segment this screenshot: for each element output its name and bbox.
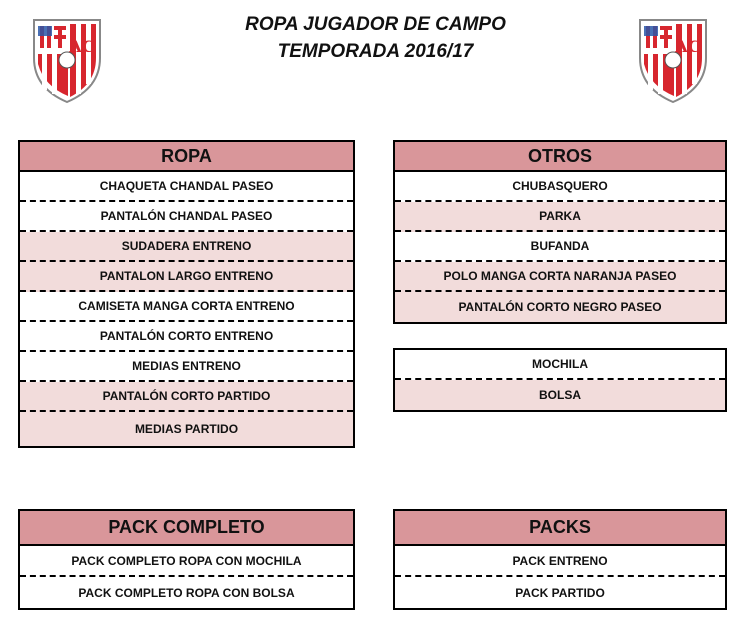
otros-item: PARKA (395, 202, 725, 232)
pack-completo-table (18, 509, 355, 610)
packs-item: PACK PARTIDO (395, 577, 725, 608)
pack-completo-header: PACK COMPLETO (20, 511, 353, 546)
crest-letters: AC (675, 37, 701, 56)
pack-completo-item: PACK COMPLETO ROPA CON MOCHILA (20, 546, 353, 577)
bags-item: BOLSA (395, 380, 725, 410)
pack-completo-item: PACK COMPLETO ROPA CON BOLSA (20, 577, 353, 608)
ropa-item: SUDADERA ENTRENO (20, 232, 353, 262)
ropa-item: MEDIAS PARTIDO (20, 412, 353, 446)
crest-letters: AC (69, 37, 95, 56)
ropa-item: CAMISETA MANGA CORTA ENTRENO (20, 292, 353, 322)
ropa-item: PANTALÓN CORTO PARTIDO (20, 382, 353, 412)
otros-item: CHUBASQUERO (395, 172, 725, 202)
ropa-item: PANTALÓN CORTO ENTRENO (20, 322, 353, 352)
packs-table (393, 509, 727, 610)
otros-header: OTROS (395, 142, 725, 172)
ropa-item: MEDIAS ENTRENO (20, 352, 353, 382)
bags-table (393, 348, 727, 412)
packs-item: PACK ENTRENO (395, 546, 725, 577)
page-title: ROPA JUGADOR DE CAMPO (245, 14, 506, 35)
ropa-item: CHAQUETA CHANDAL PASEO (20, 172, 353, 202)
otros-table (393, 140, 727, 324)
ropa-item: PANTALÓN CHANDAL PASEO (20, 202, 353, 232)
ropa-table (18, 140, 355, 448)
page-subtitle: TEMPORADA 2016/17 (277, 41, 474, 62)
ropa-item: PANTALON LARGO ENTRENO (20, 262, 353, 292)
packs-header: PACKS (395, 511, 725, 546)
otros-item: POLO MANGA CORTA NARANJA PASEO (395, 262, 725, 292)
otros-item: PANTALÓN CORTO NEGRO PASEO (395, 292, 725, 322)
ropa-header: ROPA (20, 142, 353, 172)
otros-item: BUFANDA (395, 232, 725, 262)
bags-item: MOCHILA (395, 350, 725, 380)
